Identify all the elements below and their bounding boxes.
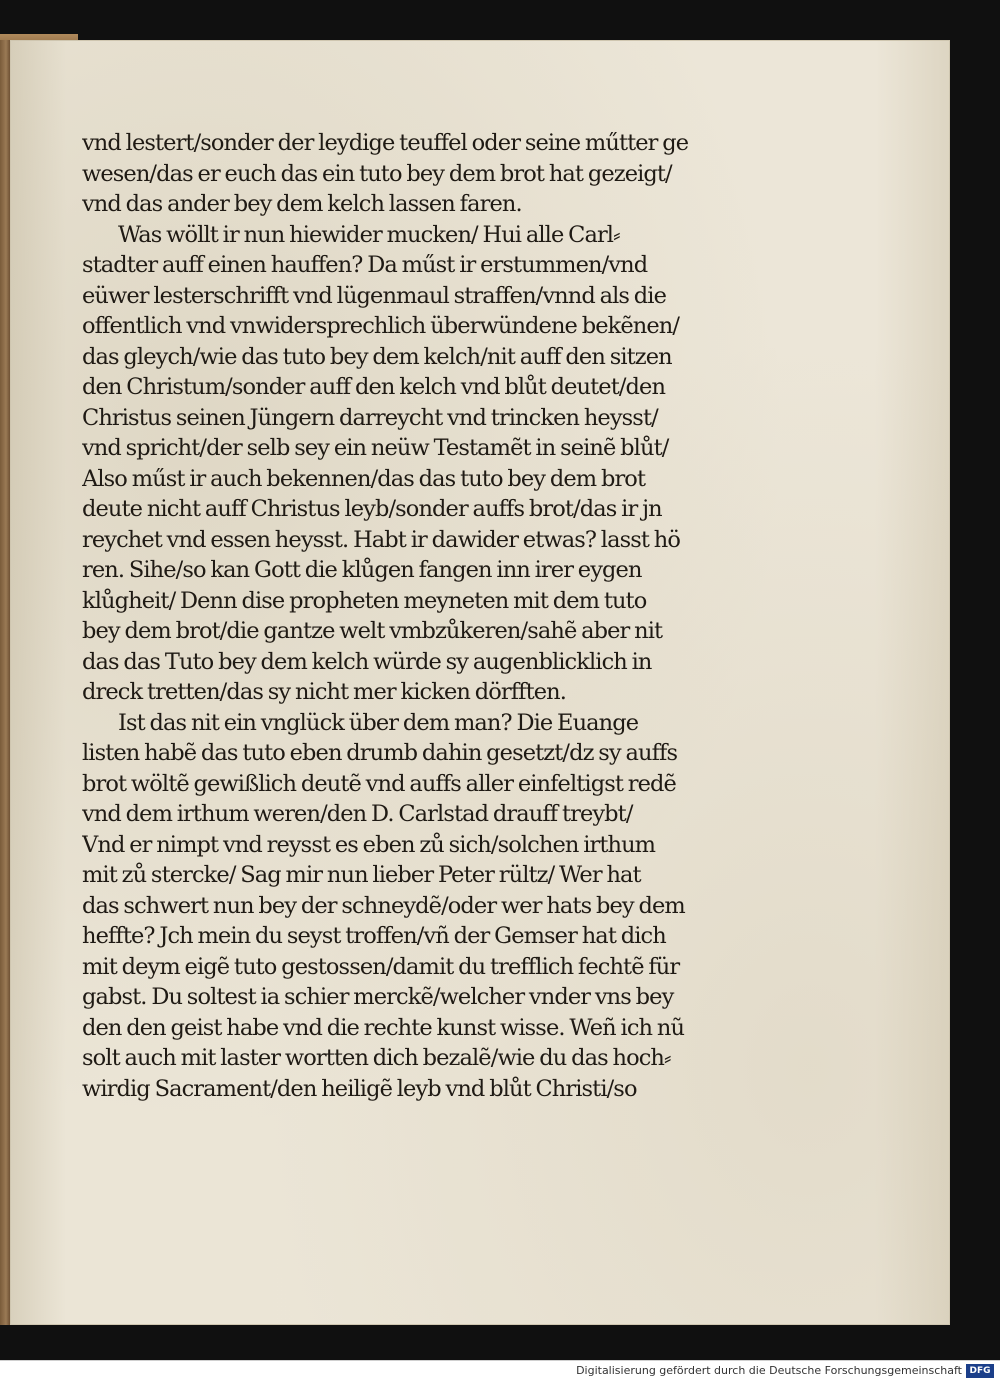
funding-credit: Digitalisierung gefördert durch die Deutsche Forschungsgemeinschaft [576, 1364, 962, 1377]
text-line: vnd spricht/der selb sey ein neüw Testamẽt in seinẽ blůt/ [82, 435, 669, 461]
text-line: klůgheit/ Denn dise propheten meyneten mit dem tuto [82, 587, 647, 614]
text-line: das gleych/wie das tuto bey dem kelch/nit auff den sitzen [82, 343, 672, 370]
text-line: wirdig Sacrament/den heiligẽ leyb vnd blůt Christi/so [82, 1075, 637, 1102]
page-text [82, 128, 722, 1104]
text-line: gabst. Du soltest ia schier merckẽ/welcher vnder vns bey [82, 984, 674, 1010]
text-line: wesen/das er euch das ein tuto bey dem brot hat gezeigt/ [82, 160, 672, 187]
text-line: solt auch mit laster wortten dich bezalẽ/wie du das hoch⸗ [82, 1045, 671, 1071]
text-line: Also műst ir auch bekennen/das das tuto bey dem brot [82, 465, 646, 492]
footer-bar [0, 1360, 1000, 1382]
text-line: den Christum/sonder auff den kelch vnd blůt deutet/den [82, 374, 666, 400]
text-line: dreck tretten/das sy nicht mer kicken dörfften. [82, 679, 566, 705]
dfg-logo-icon: DFG [966, 1364, 994, 1378]
text-line: deute nicht auff Christus leyb/sonder auffs brot/das ir jn [82, 496, 662, 522]
text-line: reychet vnd essen heysst. Habt ir dawider etwas? lasst hö [82, 526, 681, 553]
text-line: Ist das nit ein vnglück über dem man? Die Euange [118, 709, 639, 736]
book-cover-edge-left [0, 40, 10, 1325]
text-line: mit deym eigẽ tuto gestossen/damit du trefflich fechtẽ für [82, 953, 680, 980]
text-line: heffte? Jch mein du seyst troffen/vñ der Gemser hat dich [82, 923, 666, 949]
text-line: listen habẽ das tuto eben drumb dahin gesetzt/dz sy auffs [82, 740, 678, 766]
text-line: mit zů stercke/ Sag mir nun lieber Peter rültz/ Wer hat [82, 862, 641, 888]
text-line: ren. Sihe/so kan Gott die klůgen fangen inn irer eygen [82, 557, 642, 583]
text-line: Christus seinen Jüngern darreycht vnd trincken heysst/ [82, 404, 658, 431]
text-line: bey dem brot/die gantze welt vmbzůkeren/sahẽ aber nit [82, 618, 663, 644]
text-line: das das Tuto bey dem kelch würde sy augenblicklich in [82, 648, 652, 675]
text-line: Vnd er nimpt vnd reysst es eben zů sich/solchen irthum [82, 831, 656, 858]
text-line: brot wöltẽ gewißlich deutẽ vnd auffs aller einfeltigst redẽ [82, 770, 676, 797]
text-line: offentlich vnd vnwidersprechlich überwündene bekẽnen/ [82, 313, 680, 339]
text-line: stadter auff einen hauffen? Da műst ir erstummen/vnd [82, 252, 648, 278]
text-line: vnd lestert/sonder der leydige teuffel oder seine műtter ge [82, 130, 689, 156]
text-line: den den geist habe vnd die rechte kunst wisse. Weñ ich nũ [82, 1014, 685, 1041]
text-line: das schwert nun bey der schneydẽ/oder wer hats bey dem [82, 892, 685, 919]
text-line: eüwer lesterschrifft vnd lügenmaul straffen/vnnd als die [82, 282, 667, 309]
text-line: Was wöllt ir nun hiewider mucken/ Hui alle Carl⸗ [118, 221, 620, 248]
text-line: vnd das ander bey dem kelch lassen faren. [82, 191, 522, 217]
text-line: vnd dem irthum weren/den D. Carlstad drauff treybt/ [82, 801, 633, 827]
